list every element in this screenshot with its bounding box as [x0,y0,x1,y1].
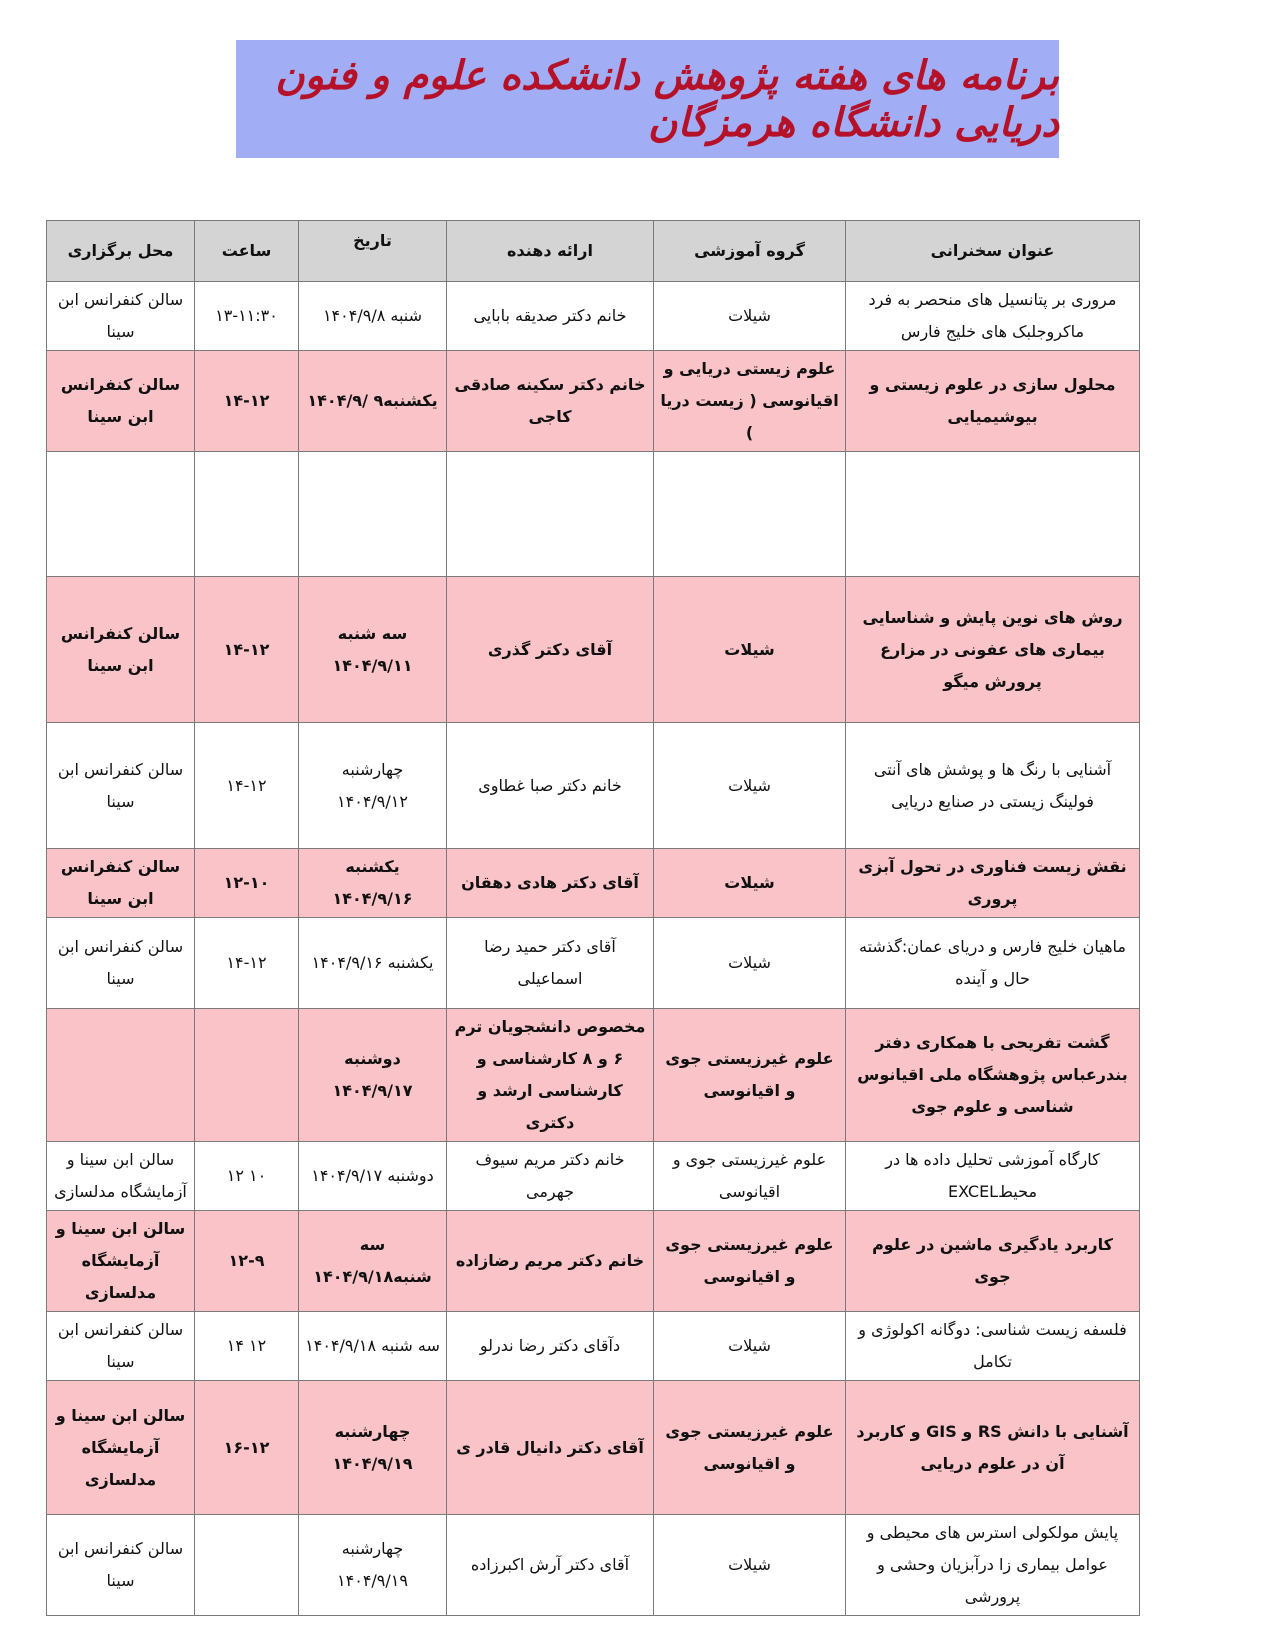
cell-date: یکشنبه۹ /۱۴۰۴/۹ [299,351,447,452]
cell-title: پایش مولکولی استرس های محیطی و عوامل بیماری زا درآبزیان وحشی و پرورشی [846,1515,1140,1616]
cell-date: یکشنبه ۱۴۰۴/۹/۱۶ [299,918,447,1009]
cell-group: شیلات [654,1312,846,1381]
cell-presenter: آقای دکتر حمید رضا اسماعیلی [447,918,654,1009]
cell-venue: سالن کنفرانس ابن سینا [47,282,195,351]
cell-time [195,1515,299,1616]
cell-presenter: خانم دکتر مریم سیوف جهرمی [447,1142,654,1211]
cell-date [299,452,447,577]
cell-group: علوم غیرزیستی جوی و اقیانوسی [654,1009,846,1142]
table-row [47,723,1140,849]
cell-presenter: آقای دکتر آرش اکبرزاده [447,1515,654,1616]
cell-time [195,452,299,577]
cell-venue: سالن ابن سینا و آزمایشگاه مدلسازی [47,1142,195,1211]
cell-date: سه شنبه ۱۴۰۴/۹/۱۸ [299,1312,447,1381]
cell-group: شیلات [654,282,846,351]
cell-date: یکشنبه ۱۴۰۴/۹/۱۶ [299,849,447,918]
cell-presenter [447,452,654,577]
header-time: ساعت [195,221,299,282]
cell-venue: سالن کنفرانس ابن سینا [47,1312,195,1381]
cell-date: سه شنبه۱۴۰۴/۹/۱۸ [299,1211,447,1312]
cell-date: شنبه ۱۴۰۴/۹/۸ [299,282,447,351]
cell-group: علوم غیرزیستی جوی و اقیانوسی [654,1142,846,1211]
cell-group: شیلات [654,849,846,918]
cell-date: دوشنبه ۱۴۰۴/۹/۱۷ [299,1142,447,1211]
cell-venue [47,1009,195,1142]
table-row [47,918,1140,1009]
cell-title: محلول سازی در علوم زیستی و بیوشیمیایی [846,351,1140,452]
cell-title: مروری بر پتانسیل های منحصر به فرد ماکروجلبک های خلیج فارس [846,282,1140,351]
cell-title: نقش زیست فناوری در تحول آبزی پروری [846,849,1140,918]
cell-venue: سالن کنفرانس ابن سینا [47,849,195,918]
cell-time: ۱۴-۱۲ [195,351,299,452]
header-presenter: ارائه دهنده [447,221,654,282]
cell-presenter: آقای دکتر گذری [447,577,654,723]
cell-title: آشنایی با دانش RS و GIS و کاربرد آن در علوم دریایی [846,1381,1140,1515]
cell-time: ۱۳-۱۱:۳۰ [195,282,299,351]
cell-time [195,1009,299,1142]
cell-group [654,452,846,577]
cell-title: کارگاه آموزشی تحلیل داده ها در محیطEXCEL [846,1142,1140,1211]
cell-date: چهارشنبه ۱۴۰۴/۹/۱۲ [299,723,447,849]
cell-title [846,452,1140,577]
table-row [47,452,1140,577]
cell-venue: سالن کنفرانس ابن سینا [47,351,195,452]
cell-time: ۱۴-۱۲ [195,577,299,723]
cell-presenter: خانم دکتر صدیقه بابایی [447,282,654,351]
cell-title: آشنایی با رنگ ها و پوشش های آنتی فولینگ زیستی در صنایع دریایی [846,723,1140,849]
cell-group: شیلات [654,577,846,723]
cell-date: سه شنبه ۱۴۰۴/۹/۱۱ [299,577,447,723]
cell-time: ۱۲-۹ [195,1211,299,1312]
table-row [47,1312,1140,1381]
cell-venue: سالن کنفرانس ابن سینا [47,1515,195,1616]
cell-time: ۱۰ ۱۲ [195,1142,299,1211]
page-title: برنامه های هفته پژوهش دانشکده علوم و فنون دریایی دانشگاه هرمزگان [275,52,1059,146]
cell-presenter: دآقای دکتر رضا ندرلو [447,1312,654,1381]
cell-date: چهارشنبه ۱۴۰۴/۹/۱۹ [299,1515,447,1616]
header-group: گروه آموزشی [654,221,846,282]
table-row [47,849,1140,918]
table-row [47,282,1140,351]
cell-time: ۱۴-۱۲ [195,723,299,849]
cell-title: کاربرد یادگیری ماشین در علوم جوی [846,1211,1140,1312]
table-header-row [47,221,1140,282]
cell-presenter: خانم دکتر صبا غطاوی [447,723,654,849]
schedule-table [46,220,1140,1616]
cell-time: ۱۴-۱۲ [195,918,299,1009]
cell-presenter: خانم دکتر مریم رضازاده [447,1211,654,1312]
cell-title: فلسفه زیست شناسی: دوگانه اکولوژی و تکامل [846,1312,1140,1381]
cell-venue: سالن کنفرانس ابن سینا [47,723,195,849]
header-date: تاریخ [299,221,447,282]
cell-presenter: آقای دکتر هادی دهقان [447,849,654,918]
cell-venue [47,452,195,577]
table-row [47,1211,1140,1312]
cell-venue: سالن کنفرانس ابن سینا [47,577,195,723]
cell-group: شیلات [654,723,846,849]
table-row [47,1009,1140,1142]
cell-time: ۱۶-۱۲ [195,1381,299,1515]
cell-venue: سالن ابن سینا و آزمایشگاه مدلسازی [47,1381,195,1515]
cell-time: ۱۲-۱۰ [195,849,299,918]
header-venue: محل برگزاری [47,221,195,282]
cell-presenter: خانم دکتر سکینه صادقی کاجی [447,351,654,452]
header-title: عنوان سخنرانی [846,221,1140,282]
cell-group: شیلات [654,918,846,1009]
table-row [47,351,1140,452]
cell-group: علوم زیستی دریایی و اقیانوسی ( زیست دریا ) [654,351,846,452]
title-banner [236,40,1059,158]
cell-group: علوم غیرزیستی جوی و اقیانوسی [654,1211,846,1312]
cell-group: شیلات [654,1515,846,1616]
cell-presenter: آقای دکتر دانیال قادر ی [447,1381,654,1515]
cell-venue: سالن کنفرانس ابن سینا [47,918,195,1009]
table-row [47,577,1140,723]
cell-presenter: مخصوص دانشجویان ترم ۶ و ۸ کارشناسی و کارشناسی ارشد و دکتری [447,1009,654,1142]
cell-date: دوشنبه ۱۴۰۴/۹/۱۷ [299,1009,447,1142]
cell-title: روش های نوین پایش و شناسایی بیماری های عفونی در مزارع پرورش میگو [846,577,1140,723]
table-row [47,1515,1140,1616]
table-row [47,1142,1140,1211]
cell-venue: سالن ابن سینا و آزمایشگاه مدلسازی [47,1211,195,1312]
cell-group: علوم غیرزیستی جوی و اقیانوسی [654,1381,846,1515]
table-row [47,1381,1140,1515]
cell-date: چهارشنبه ۱۴۰۴/۹/۱۹ [299,1381,447,1515]
cell-title: ماهیان خلیج فارس و دریای عمان:گذشته حال و آینده [846,918,1140,1009]
cell-time: ۱۲ ۱۴ [195,1312,299,1381]
cell-title: گشت تفریحی با همکاری دفتر بندرعباس پژوهشگاه ملی اقیانوس شناسی و علوم جوی [846,1009,1140,1142]
